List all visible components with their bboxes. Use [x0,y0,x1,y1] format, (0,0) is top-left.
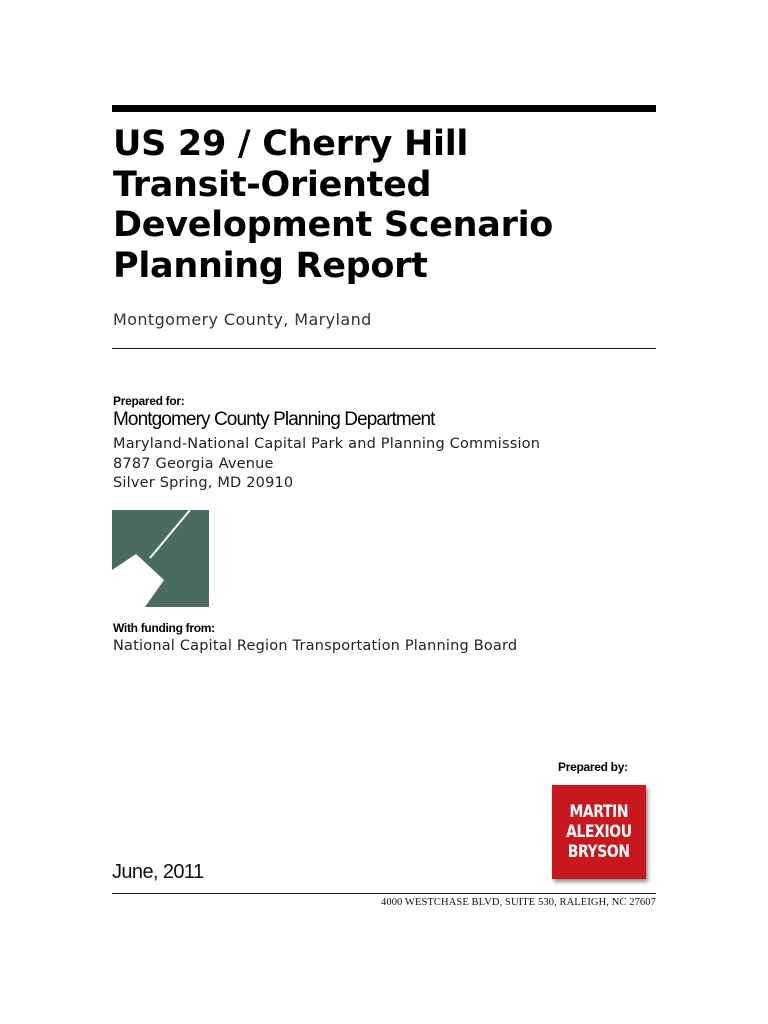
title-line-4: Planning Report [113,245,428,286]
report-date: June, 2011 [112,861,204,883]
mncppc-logo-icon [112,510,209,607]
logo-line-2: ALEXIOU [566,822,632,842]
report-location: Montgomery County, Maryland [113,310,372,329]
logo-line-1: MARTIN [569,802,629,822]
top-rule [112,105,656,112]
footer-address: 4000 WESTCHASE BLVD, SUITE 530, RALEIGH, NC 27607 [381,897,656,908]
title-line-3: Development Scenario [113,205,554,245]
title-line-2: Transit-Oriented [113,164,432,205]
title-line-1: US 29 / Cherry Hill [113,124,469,164]
client-organization: Montgomery County Planning Department [113,409,435,430]
logo-line-3: BRYSON [568,842,630,862]
prepared-by-label: Prepared by: [558,760,628,774]
martin-alexiou-bryson-logo [552,785,646,879]
client-address-line-2: 8787 Georgia Avenue [113,456,274,472]
client-address-line-3: Silver Spring, MD 20910 [113,475,294,491]
report-title [113,124,673,286]
client-address-line-1: Maryland-National Capital Park and Planning Commission [113,436,541,452]
bottom-rule [112,893,656,894]
funding-label: With funding from: [113,621,215,635]
prepared-for-label: Prepared for: [113,394,185,408]
divider [112,348,656,349]
funding-organization: National Capital Region Transportation Planning Board [113,638,518,654]
